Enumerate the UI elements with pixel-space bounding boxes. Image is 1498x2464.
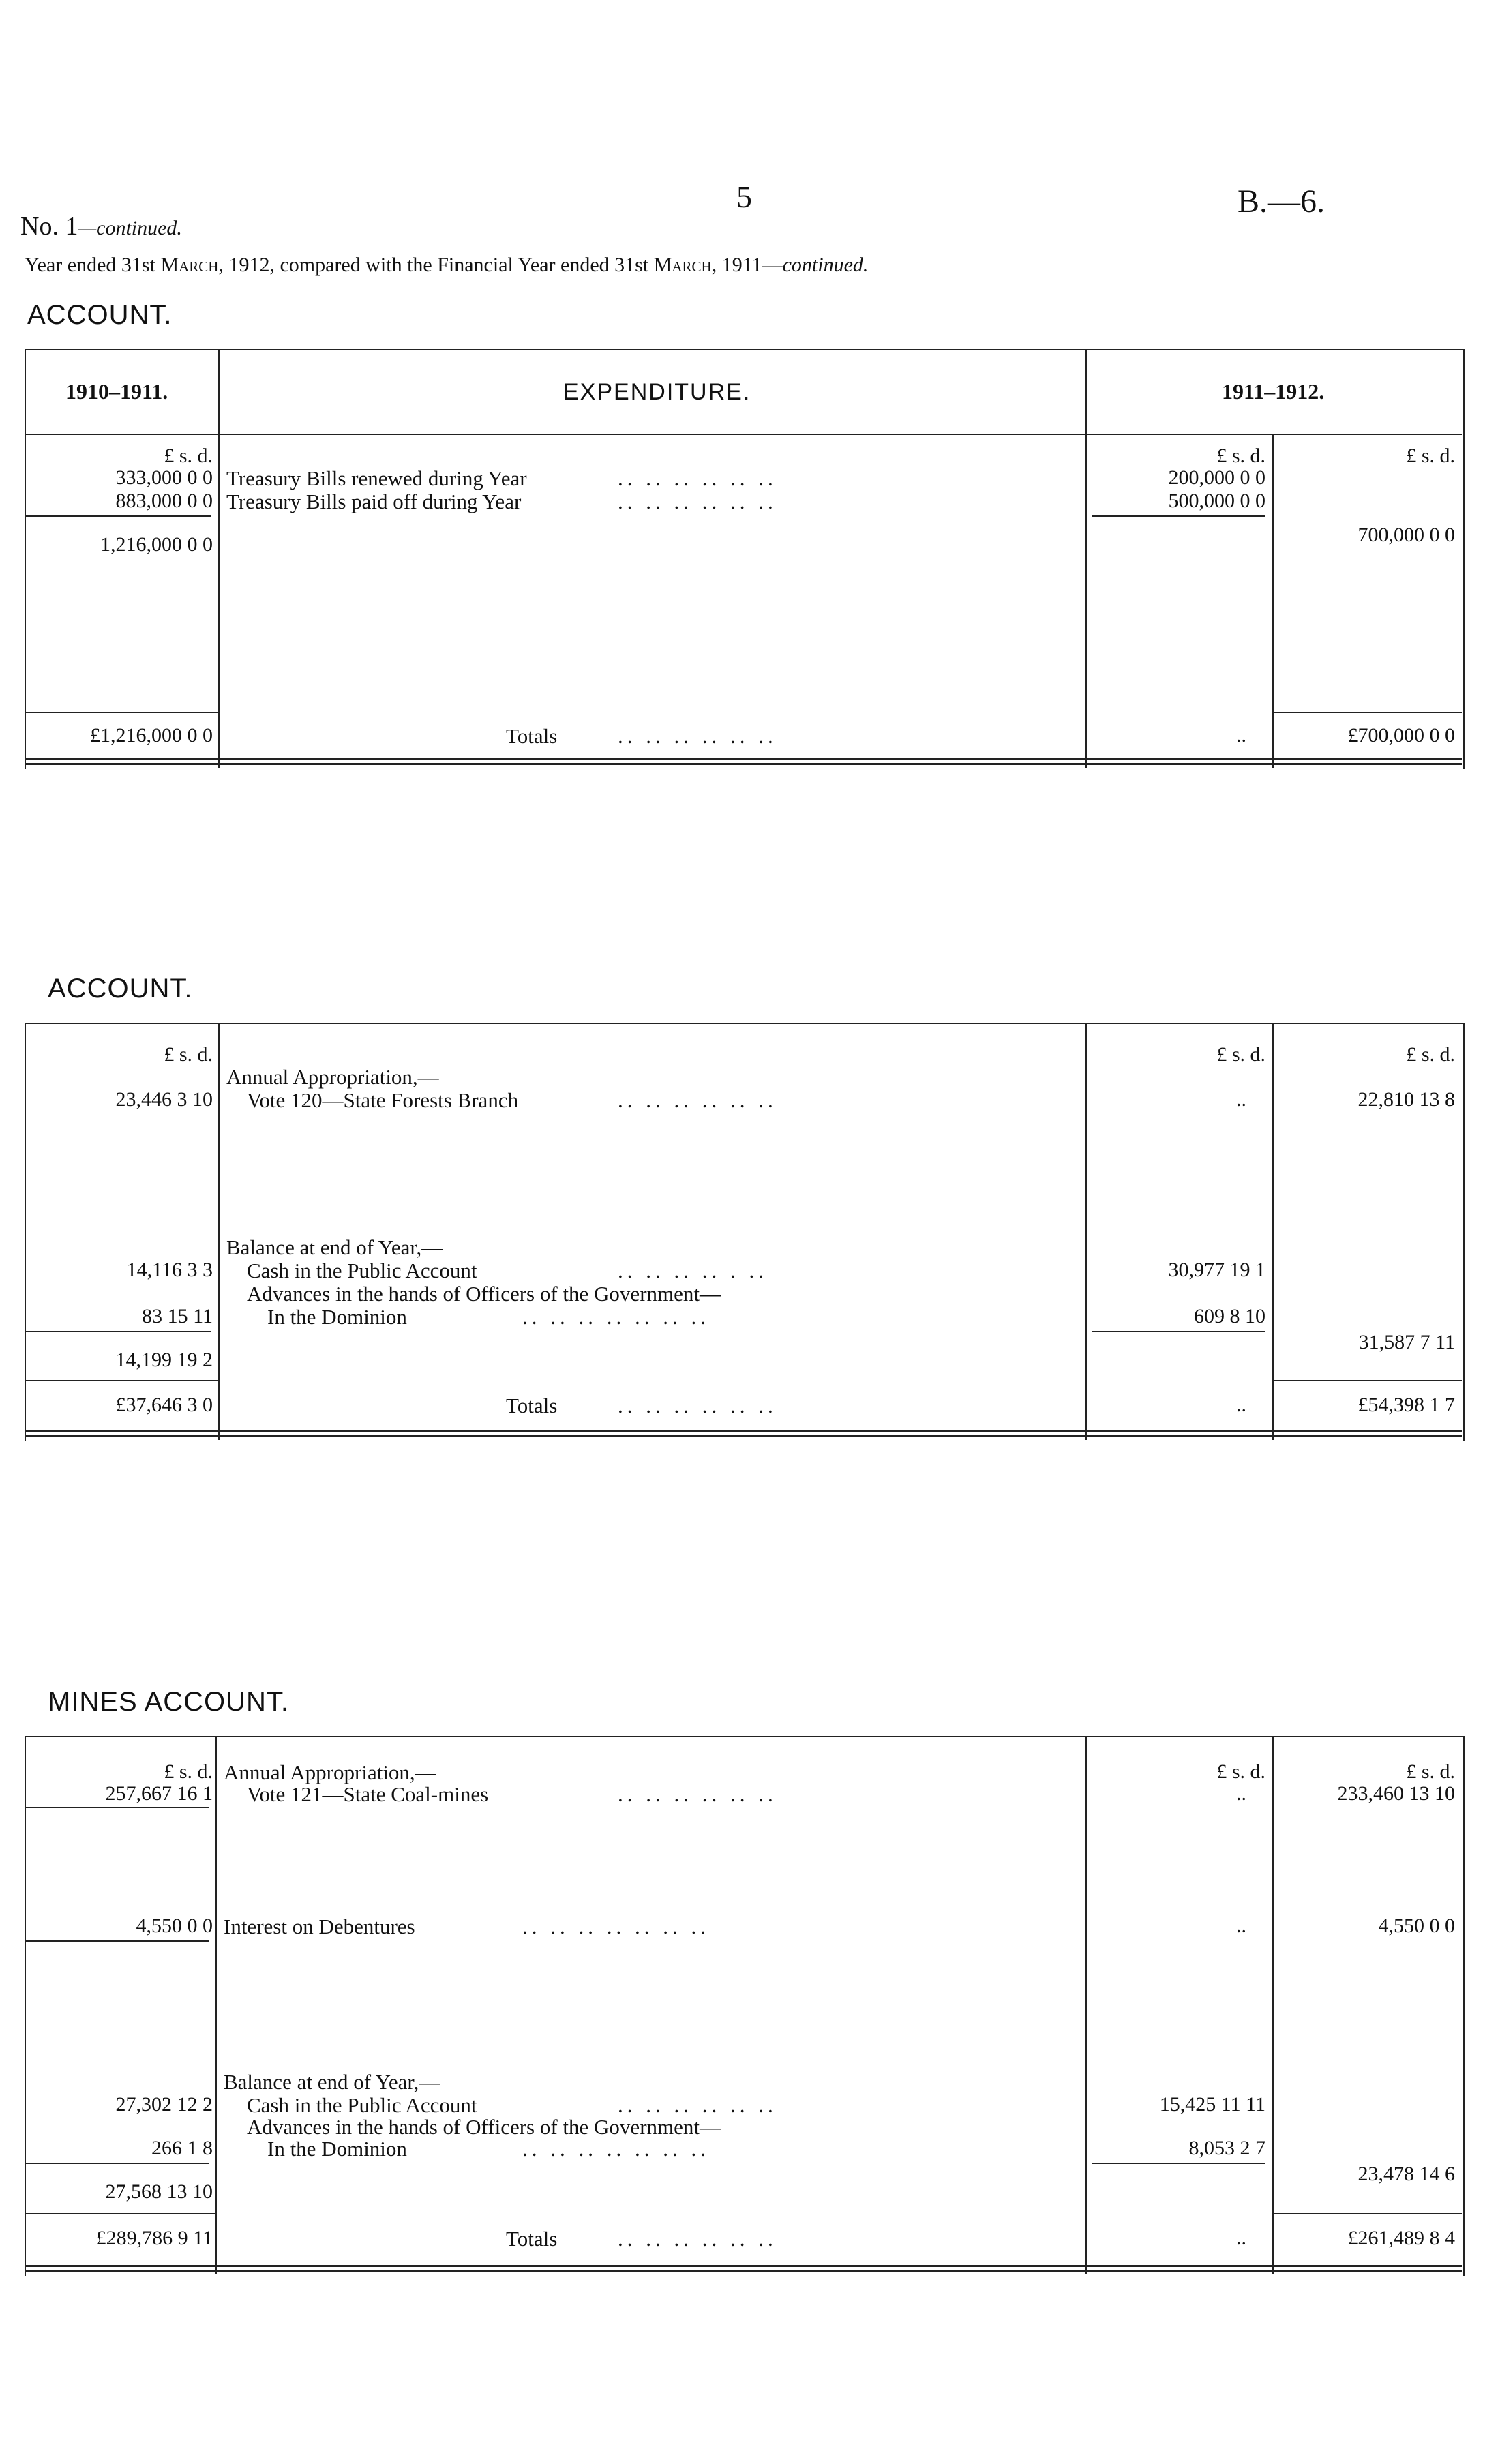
- account2-table: [25, 1023, 1465, 1445]
- section-heading: Balance at end of Year,—: [224, 2070, 440, 2094]
- row-curr-detail: ..: [1236, 1782, 1246, 1805]
- row-curr-value: 22,810 13 8: [1358, 1088, 1455, 1111]
- subtotal-rule: [1092, 515, 1265, 517]
- totals-rule: [1272, 712, 1462, 713]
- account1-table: [25, 349, 1465, 772]
- totals-rule: [1272, 1380, 1462, 1381]
- year-subtitle-continued: continued.: [782, 254, 869, 276]
- account3-frame: [25, 1736, 1465, 2276]
- totals-rule: [1272, 2213, 1462, 2214]
- statement-number: [20, 211, 182, 241]
- leader-dots: .. .. .. .. .. ..: [618, 1088, 777, 1112]
- unit-header: £ s. d.: [1406, 1043, 1455, 1066]
- leader-dots: .. .. .. .. .. .. ..: [522, 1914, 710, 1938]
- row-prev-value: 27,302 12 2: [115, 2093, 213, 2116]
- subtotal-rule: [1092, 1331, 1265, 1332]
- col-head-prev-year: 1910–1911.: [65, 379, 168, 404]
- year-subtitle-part: , 1912, compared with the Financial Year ended 31st: [218, 254, 654, 276]
- prev-subtotal: 1,216,000 0 0: [100, 533, 213, 556]
- row-prev-value: 333,000 0 0: [115, 466, 213, 489]
- row-curr-value: 233,460 13 10: [1337, 1782, 1455, 1805]
- section-heading: Advances in the hands of Officers of the Government—: [247, 2115, 721, 2139]
- totals-label: Totals: [506, 724, 558, 748]
- unit-header: £ s. d.: [164, 445, 213, 467]
- row-curr-value: 609 8 10: [1194, 1305, 1265, 1327]
- unit-header: £ s. d.: [1406, 445, 1455, 467]
- balance-prev-total: 27,568 13 10: [105, 2180, 213, 2203]
- totals-rule: [25, 1380, 218, 1381]
- account2-title: ACCOUNT.: [48, 974, 193, 1004]
- totals-curr: £54,398 1 7: [1358, 1394, 1455, 1416]
- year-subtitle-month: March: [653, 254, 712, 276]
- row-label: Treasury Bills paid off during Year: [226, 490, 522, 513]
- subtotal-rule: [25, 515, 211, 517]
- col-divider: [1085, 1736, 1087, 2274]
- year-subtitle-part: , 1911—: [711, 254, 783, 276]
- row-label: Vote 121—State Coal-mines: [247, 1782, 489, 1806]
- totals-prev: £37,646 3 0: [115, 1394, 213, 1416]
- row-label: Cash in the Public Account: [247, 1259, 477, 1282]
- double-rule: [25, 1430, 1462, 1437]
- row-label: Vote 120—State Forests Branch: [247, 1088, 519, 1112]
- col-divider: [215, 1736, 217, 2274]
- section-heading: Annual Appropriation,—: [226, 1065, 439, 1089]
- balance-curr-total: 31,587 7 11: [1358, 1331, 1455, 1353]
- col-divider: [1085, 1023, 1087, 1440]
- unit-header: £ s. d.: [1216, 445, 1265, 467]
- leader-dots: .. .. .. .. .. ..: [618, 1782, 777, 1806]
- totals-curr-detail: ..: [1236, 2227, 1246, 2249]
- col-head-curr-year: 1911–1912.: [1222, 379, 1325, 404]
- unit-header: £ s. d.: [1406, 1760, 1455, 1783]
- leader-dots: .. .. .. .. . ..: [618, 1259, 768, 1282]
- unit-header: £ s. d.: [164, 1760, 213, 1783]
- row-curr-detail: ..: [1236, 1914, 1246, 1937]
- document-code: B.—6.: [1238, 183, 1325, 220]
- row-label: Treasury Bills renewed during Year: [226, 466, 527, 490]
- col-divider: [218, 349, 220, 768]
- row-label: In the Dominion: [267, 1305, 407, 1329]
- leader-dots: .. .. .. .. .. ..: [618, 1394, 777, 1417]
- balance-curr-total: 23,478 14 6: [1358, 2163, 1455, 2185]
- row-curr-value: 15,425 11 11: [1159, 2093, 1265, 2116]
- row-curr-value: 200,000 0 0: [1168, 466, 1265, 489]
- totals-curr: £261,489 8 4: [1347, 2227, 1455, 2249]
- year-subtitle-part: Year ended 31st: [25, 254, 161, 276]
- row-curr-value: 8,053 2 7: [1188, 2137, 1265, 2159]
- leader-dots: .. .. .. .. .. .. ..: [522, 2137, 710, 2161]
- curr-total: 700,000 0 0: [1358, 524, 1455, 546]
- subtotal-rule: [25, 1331, 211, 1332]
- header-rule: [25, 434, 1462, 435]
- account3-title: MINES ACCOUNT.: [48, 1687, 290, 1717]
- page-number: 5: [736, 179, 752, 214]
- row-rule: [25, 1807, 209, 1808]
- statement-number-text: No. 1: [20, 212, 78, 241]
- row-label: Cash in the Public Account: [247, 2093, 477, 2117]
- col-divider: [218, 1023, 220, 1440]
- section-heading: Balance at end of Year,—: [226, 1235, 443, 1259]
- double-rule: [25, 2265, 1462, 2272]
- row-prev-value: 257,667 16 1: [105, 1782, 213, 1805]
- col-head-expenditure: EXPENDITURE.: [563, 379, 751, 405]
- unit-header: £ s. d.: [1216, 1043, 1265, 1066]
- row-label: Interest on Debentures: [224, 1914, 415, 1938]
- account3-table: [25, 1736, 1465, 2281]
- row-prev-value: 266 1 8: [151, 2137, 213, 2159]
- row-curr-value: 500,000 0 0: [1168, 490, 1265, 512]
- year-subtitle: [25, 254, 868, 277]
- unit-header: £ s. d.: [164, 1043, 213, 1066]
- col-divider: [1272, 1736, 1274, 2274]
- leader-dots: .. .. .. .. .. ..: [618, 2093, 777, 2117]
- totals-prev: £289,786 9 11: [95, 2227, 213, 2249]
- totals-label: Totals: [506, 2227, 558, 2251]
- row-prev-value: 883,000 0 0: [115, 490, 213, 512]
- totals-curr: £700,000 0 0: [1347, 724, 1455, 747]
- row-curr-value: 30,977 19 1: [1168, 1259, 1265, 1281]
- row-curr-detail: ..: [1236, 1088, 1246, 1111]
- col-divider: [1085, 349, 1087, 768]
- row-rule: [25, 1940, 209, 1942]
- col-divider: [1272, 1023, 1274, 1440]
- balance-prev-total: 14,199 19 2: [115, 1349, 213, 1371]
- totals-prev: £1,216,000 0 0: [90, 724, 213, 747]
- row-prev-value: 83 15 11: [142, 1305, 213, 1327]
- leader-dots: .. .. .. .. .. ..: [618, 490, 777, 513]
- row-prev-value: 4,550 0 0: [136, 1914, 213, 1937]
- totals-curr-detail: ..: [1236, 1394, 1246, 1416]
- double-rule: [25, 758, 1462, 765]
- leader-dots: .. .. .. .. .. ..: [618, 724, 777, 748]
- row-prev-value: 14,116 3 3: [126, 1259, 213, 1281]
- section-heading: Advances in the hands of Officers of the Government—: [247, 1282, 721, 1306]
- totals-rule: [25, 2213, 215, 2214]
- account1-title: ACCOUNT.: [27, 300, 173, 330]
- year-subtitle-month: March: [160, 254, 219, 276]
- col-divider: [1272, 435, 1274, 768]
- totals-curr-detail: ..: [1236, 724, 1246, 747]
- section-heading: Annual Appropriation,—: [224, 1760, 436, 1784]
- row-curr-value: 4,550 0 0: [1378, 1914, 1455, 1937]
- totals-label: Totals: [506, 1394, 558, 1417]
- account1-frame: [25, 349, 1465, 769]
- subtotal-rule: [25, 2163, 209, 2164]
- unit-header: £ s. d.: [1216, 1760, 1265, 1783]
- row-prev-value: 23,446 3 10: [115, 1088, 213, 1111]
- continued-note: —continued.: [78, 217, 182, 239]
- row-label: In the Dominion: [267, 2137, 407, 2161]
- subtotal-rule: [1092, 2163, 1265, 2164]
- leader-dots: .. .. .. .. .. ..: [618, 2227, 777, 2251]
- totals-rule: [25, 712, 218, 713]
- leader-dots: .. .. .. .. .. .. ..: [522, 1305, 710, 1329]
- leader-dots: .. .. .. .. .. ..: [618, 466, 777, 490]
